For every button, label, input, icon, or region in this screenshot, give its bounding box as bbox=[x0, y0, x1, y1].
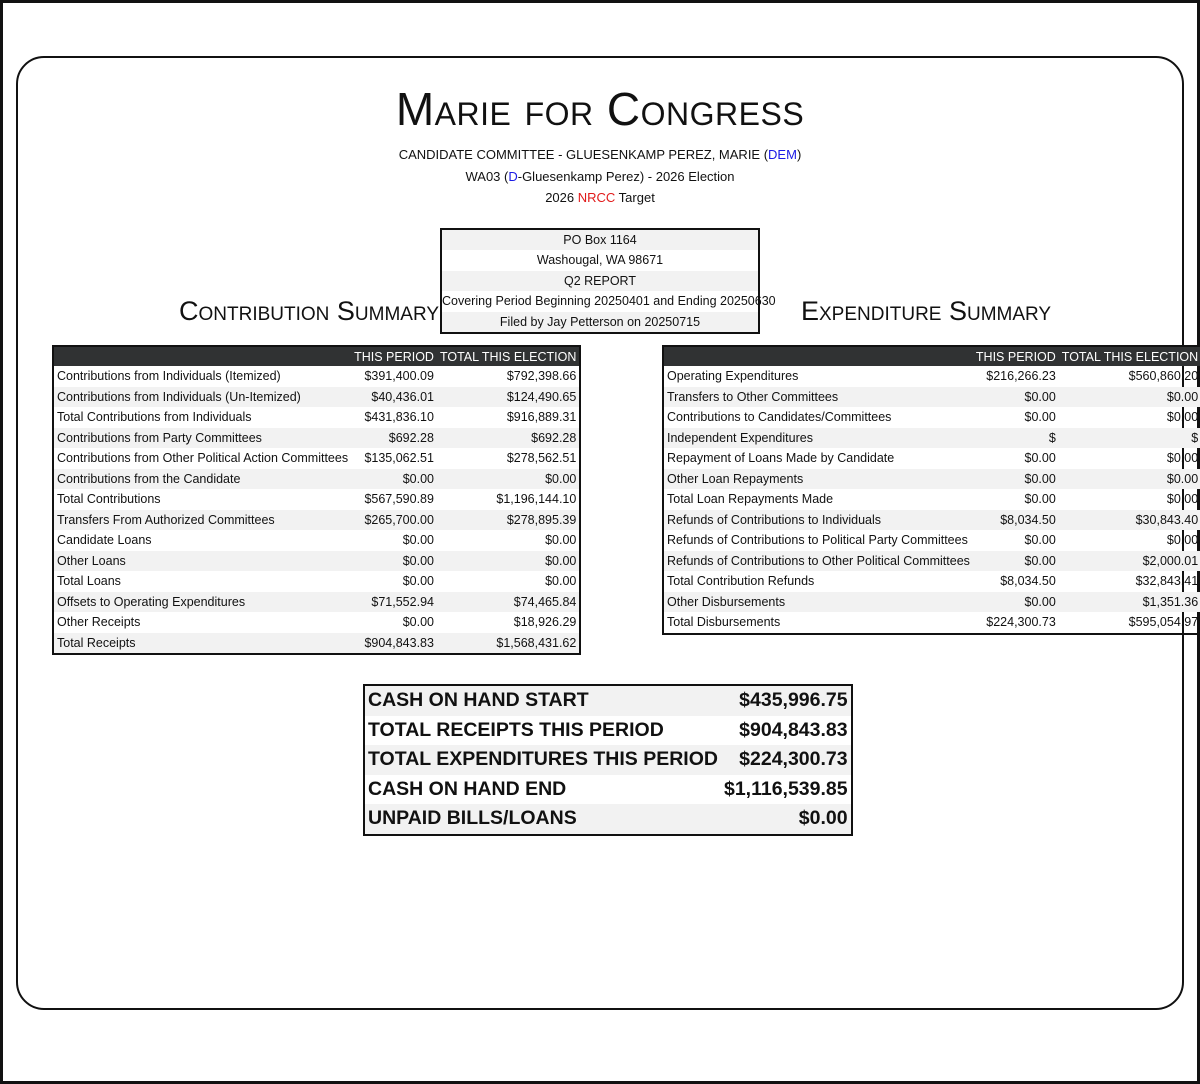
row-this-period: $0.00 bbox=[402, 574, 434, 589]
table-row bbox=[53, 633, 580, 655]
row-this-period: $0.00 bbox=[1024, 410, 1056, 425]
cash-value: $0.00 bbox=[721, 804, 852, 835]
table-row bbox=[53, 530, 580, 551]
row-this-period: $71,552.94 bbox=[351, 592, 437, 613]
cash-label: CASH ON HAND START bbox=[364, 685, 721, 716]
row-label: Other Receipts bbox=[57, 615, 141, 630]
target-line bbox=[0, 190, 1200, 205]
row-this-period: $391,400.09 bbox=[364, 369, 434, 384]
table-row bbox=[663, 551, 1200, 572]
row-total: $1,568,431.62 bbox=[437, 633, 580, 655]
table-row bbox=[663, 510, 1200, 531]
table-row bbox=[53, 592, 580, 613]
table-row bbox=[663, 428, 1200, 449]
contribution-summary-title: Contribution Summary bbox=[179, 296, 439, 326]
table-row bbox=[53, 551, 580, 572]
district-party: D bbox=[508, 169, 518, 184]
cash-row bbox=[364, 804, 852, 835]
row-label: Total Contributions from Individuals bbox=[57, 410, 252, 425]
committee-line bbox=[0, 147, 1200, 162]
cash-label: CASH ON HAND END bbox=[368, 777, 567, 800]
header-total-election: TOTAL THIS ELECTION bbox=[1059, 346, 1200, 366]
row-label: Offsets to Operating Expenditures bbox=[53, 592, 351, 613]
cash-row bbox=[364, 745, 852, 775]
filed-by: Filed by Jay Petterson on 20250715 bbox=[442, 312, 758, 332]
row-label: Candidate Loans bbox=[57, 533, 152, 548]
row-total: $595,054.97 bbox=[1128, 615, 1199, 630]
row-total: $0.00 bbox=[1166, 410, 1199, 425]
row-total: $18,926.29 bbox=[513, 615, 577, 630]
cash-label: TOTAL EXPENDITURES THIS PERIOD bbox=[364, 745, 721, 775]
row-this-period: $216,266.23 bbox=[986, 369, 1056, 384]
table-row bbox=[663, 387, 1200, 408]
header-label-col bbox=[53, 346, 351, 366]
row-this-period: $0.00 bbox=[973, 592, 1059, 613]
table-header-row bbox=[53, 346, 580, 366]
target-org: NRCC bbox=[577, 190, 616, 205]
row-total: $0.00 bbox=[1059, 387, 1200, 408]
target-suffix: Target bbox=[615, 190, 655, 205]
table-row bbox=[663, 530, 1200, 551]
row-this-period: $431,836.10 bbox=[364, 410, 434, 425]
table-row bbox=[53, 571, 580, 592]
row-this-period: $692.28 bbox=[351, 428, 437, 449]
row-this-period: $0.00 bbox=[973, 469, 1059, 490]
cash-label: TOTAL RECEIPTS THIS PERIOD bbox=[368, 718, 664, 741]
district-suffix: -Gluesenkamp Perez) - 2026 Election bbox=[517, 169, 735, 184]
table-row bbox=[53, 489, 580, 510]
row-total: $916,889.31 bbox=[506, 410, 577, 425]
row-this-period: $8,034.50 bbox=[973, 510, 1059, 531]
row-label: Other Loans bbox=[53, 551, 351, 572]
cash-row bbox=[364, 775, 852, 805]
row-label: Contributions to Candidates/Committees bbox=[667, 410, 892, 425]
row-total: $2,000.01 bbox=[1059, 551, 1200, 572]
row-label: Other Loan Repayments bbox=[663, 469, 973, 490]
address-line-2: Washougal, WA 98671 bbox=[536, 253, 664, 268]
cash-summary-table bbox=[363, 684, 853, 836]
cash-value: $224,300.73 bbox=[721, 745, 852, 775]
row-this-period: $567,590.89 bbox=[364, 492, 434, 507]
header-this-period: THIS PERIOD bbox=[973, 346, 1059, 366]
row-this-period: $0.00 bbox=[973, 387, 1059, 408]
cash-value: $1,116,539.85 bbox=[723, 777, 848, 800]
row-this-period: $8,034.50 bbox=[1000, 574, 1056, 589]
row-label: Repayment of Loans Made by Candidate bbox=[667, 451, 895, 466]
table-row bbox=[663, 489, 1200, 510]
table-row bbox=[663, 592, 1200, 613]
row-label: Total Receipts bbox=[53, 633, 351, 655]
table-row bbox=[53, 510, 580, 531]
row-this-period: $0.00 bbox=[1024, 451, 1056, 466]
row-label: Contributions from Party Committees bbox=[53, 428, 351, 449]
row-label: Contributions from the Candidate bbox=[53, 469, 351, 490]
row-total: $792,398.66 bbox=[506, 369, 577, 384]
row-label: Independent Expenditures bbox=[663, 428, 973, 449]
committee-prefix: CANDIDATE COMMITTEE - GLUESENKAMP PEREZ, MARIE ( bbox=[398, 147, 769, 162]
expenditure-summary-title: Expenditure Summary bbox=[801, 296, 1052, 326]
row-total: $0.00 bbox=[1166, 492, 1199, 507]
table-row bbox=[663, 407, 1200, 428]
report-info-box bbox=[440, 228, 776, 334]
committee-suffix: ) bbox=[796, 147, 802, 162]
row-label: Refunds of Contributions to Other Political Committees bbox=[663, 551, 973, 572]
table-row bbox=[53, 612, 580, 633]
row-this-period: $265,700.00 bbox=[351, 510, 437, 531]
row-label: Transfers to Other Committees bbox=[663, 387, 973, 408]
row-total: $0.00 bbox=[545, 533, 577, 548]
district-line bbox=[0, 169, 1200, 184]
table-row bbox=[53, 448, 580, 469]
row-label: Other Disbursements bbox=[663, 592, 973, 613]
cash-row bbox=[364, 716, 852, 746]
report-type: Q2 REPORT bbox=[442, 271, 758, 291]
header-this-period: THIS PERIOD bbox=[351, 346, 437, 366]
row-total: $124,490.65 bbox=[437, 387, 580, 408]
row-total: $0.00 bbox=[437, 469, 580, 490]
row-label: Refunds of Contributions to Political Party Committees bbox=[667, 533, 968, 548]
row-label: Total Loan Repayments Made bbox=[667, 492, 834, 507]
table-row bbox=[53, 387, 580, 408]
row-this-period: $0.00 bbox=[351, 469, 437, 490]
cash-value: $435,996.75 bbox=[721, 685, 852, 716]
table-header-row bbox=[663, 346, 1200, 366]
row-this-period: $ bbox=[973, 428, 1059, 449]
row-label: Contributions from Individuals (Un-Itemized) bbox=[53, 387, 351, 408]
row-label: Total Contributions bbox=[57, 492, 161, 507]
row-this-period: $0.00 bbox=[1024, 533, 1056, 548]
row-this-period: $904,843.83 bbox=[351, 633, 437, 655]
row-total: $560,860.20 bbox=[1128, 369, 1199, 384]
row-this-period: $0.00 bbox=[402, 615, 434, 630]
district-prefix: WA03 ( bbox=[465, 169, 509, 184]
row-total: $1,351.36 bbox=[1059, 592, 1200, 613]
row-this-period: $0.00 bbox=[351, 551, 437, 572]
row-this-period: $0.00 bbox=[973, 551, 1059, 572]
table-row bbox=[53, 469, 580, 490]
row-total: $30,843.40 bbox=[1059, 510, 1200, 531]
cash-row bbox=[364, 685, 852, 716]
row-this-period: $135,062.51 bbox=[364, 451, 434, 466]
table-row bbox=[663, 571, 1200, 592]
table-row bbox=[663, 469, 1200, 490]
table-row bbox=[663, 612, 1200, 634]
row-label: Total Contribution Refunds bbox=[667, 574, 815, 589]
address-line-1: PO Box 1164 bbox=[442, 230, 758, 250]
table-row bbox=[663, 448, 1200, 469]
page-title: Marie for Congress bbox=[395, 83, 805, 135]
row-total: $0.00 bbox=[437, 551, 580, 572]
row-label: Total Disbursements bbox=[667, 615, 781, 630]
row-total: $0.00 bbox=[1166, 451, 1199, 466]
expenditure-summary-table bbox=[662, 345, 1200, 635]
committee-party: DEM bbox=[768, 147, 797, 162]
header-total-election: TOTAL THIS ELECTION bbox=[437, 346, 580, 366]
row-total: $278,562.51 bbox=[506, 451, 577, 466]
table-row bbox=[663, 366, 1200, 387]
row-this-period: $224,300.73 bbox=[986, 615, 1056, 630]
row-label: Transfers From Authorized Committees bbox=[53, 510, 351, 531]
row-total: $ bbox=[1059, 428, 1200, 449]
table-row bbox=[53, 428, 580, 449]
contribution-summary-table bbox=[52, 345, 581, 655]
row-label: Contributions from Other Political Action Committees bbox=[57, 451, 349, 466]
header-label-col bbox=[663, 346, 973, 366]
cash-label: UNPAID BILLS/LOANS bbox=[364, 804, 721, 835]
row-label: Total Loans bbox=[57, 574, 121, 589]
row-total: $1,196,144.10 bbox=[496, 492, 577, 507]
table-row bbox=[53, 366, 580, 387]
row-this-period: $40,436.01 bbox=[351, 387, 437, 408]
row-total: $692.28 bbox=[437, 428, 580, 449]
row-label: Refunds of Contributions to Individuals bbox=[663, 510, 973, 531]
row-total: $32,843.41 bbox=[1135, 574, 1199, 589]
row-total: $74,465.84 bbox=[437, 592, 580, 613]
row-label: Contributions from Individuals (Itemized) bbox=[57, 369, 281, 384]
row-total: $0.00 bbox=[545, 574, 577, 589]
cash-value: $904,843.83 bbox=[739, 718, 848, 741]
table-row bbox=[53, 407, 580, 428]
row-total: $0.00 bbox=[1166, 533, 1199, 548]
row-this-period: $0.00 bbox=[402, 533, 434, 548]
row-label: Operating Expenditures bbox=[667, 369, 799, 384]
row-this-period: $0.00 bbox=[1024, 492, 1056, 507]
row-total: $0.00 bbox=[1059, 469, 1200, 490]
covering-period: Covering Period Beginning 20250401 and Ending 20250630 bbox=[442, 294, 776, 309]
row-total: $278,895.39 bbox=[437, 510, 580, 531]
target-prefix: 2026 bbox=[545, 190, 578, 205]
